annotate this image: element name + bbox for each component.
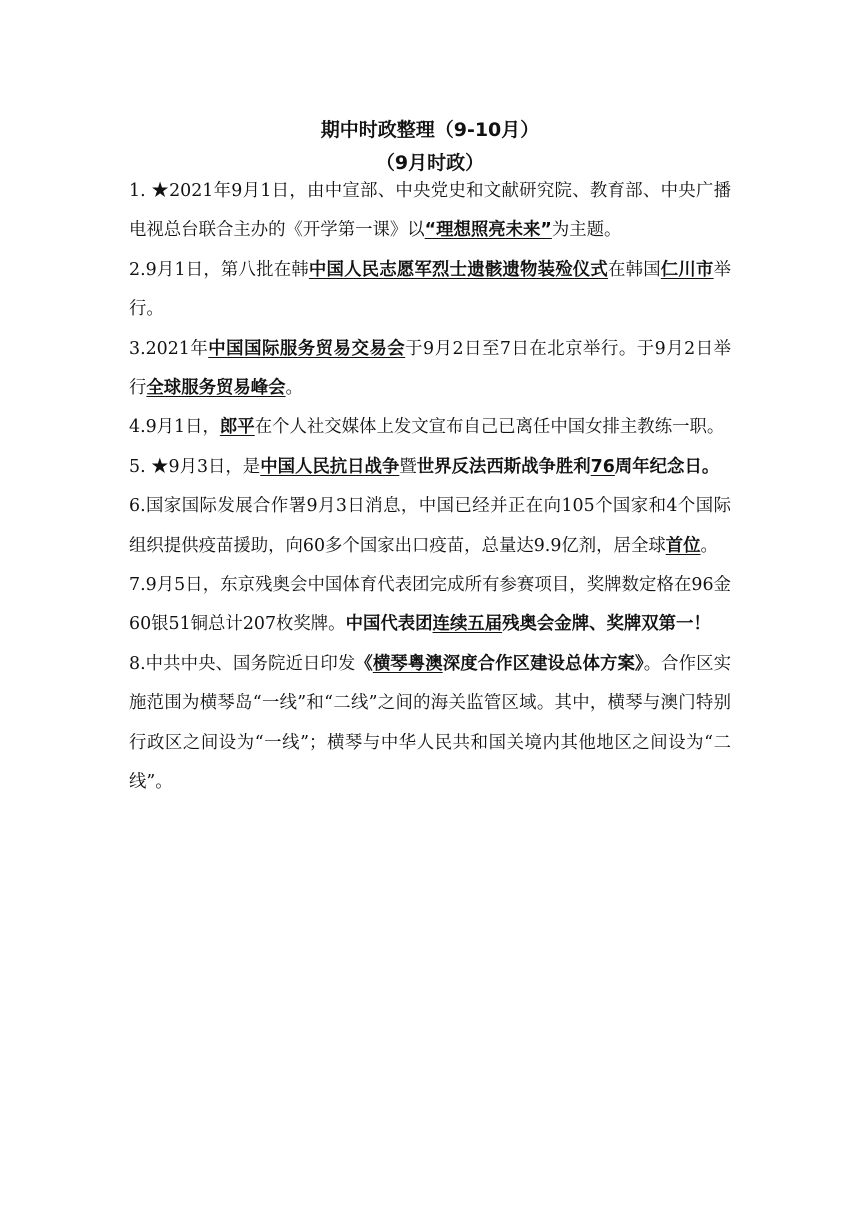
item-text: 3.2021年	[129, 338, 209, 359]
news-item-1	[129, 172, 731, 251]
item-keyword: 横琴粤澳	[372, 653, 443, 674]
item-text: 8.中共中央、国务院近日印发	[129, 653, 356, 674]
news-item-2	[129, 251, 731, 330]
item-text: 1. ★2021年9月1日，由中宣部、中央党史和文献研究院、教育部、中央广播电视总台联合主办的《开学第一课》以	[129, 181, 731, 241]
item-keyword: 周年纪念日。	[614, 456, 720, 477]
item-keyword: “理想照亮未来”	[424, 220, 552, 241]
item-text: 在韩国	[608, 259, 661, 280]
item-text: 5. ★9月3日，是	[129, 456, 261, 477]
item-keyword: 仁川市	[660, 259, 714, 280]
item-keyword: 中国人民抗日战争	[260, 456, 400, 477]
item-keyword: 连续五届	[432, 614, 503, 635]
item-text: 6.国家国际发展合作署9月3日消息，中国已经并正在向105个国家和4个国际组织提供疫苗援助，向60多个国家出口疫苗，总量达9.9亿剂，居全球	[129, 496, 731, 556]
item-keyword: 深度合作区建设总体方案》	[442, 653, 644, 674]
news-item-5	[129, 448, 731, 487]
item-text: 暨	[399, 456, 417, 477]
document-title: 期中时政整理（9-10月）	[320, 119, 540, 141]
item-keyword: 首位	[665, 535, 701, 556]
news-list	[129, 172, 731, 803]
item-text: 。	[700, 535, 718, 556]
item-keyword: 《	[355, 653, 373, 674]
news-item-3	[129, 330, 731, 409]
item-text: 7.9月5日，东京残奥会中国体育代表团完成所有参赛项目，奖牌数定格在96金60银51铜总计207枚奖牌。	[129, 575, 731, 635]
item-keyword: 中国国际服务贸易交易会	[208, 338, 406, 359]
item-text: 为主题。	[551, 220, 622, 241]
item-keyword: 世界反法西斯战争胜利	[416, 456, 591, 477]
item-text: 在个人社交媒体上发文宣布自己已离任中国女排主教练一职。	[254, 417, 725, 438]
item-keyword: 中国代表团	[345, 614, 433, 635]
item-text: 2.9月1日，第八批在韩	[129, 259, 309, 280]
news-item-7	[129, 566, 731, 645]
item-keyword: 郎平	[219, 417, 255, 438]
document-subtitle: （9月时政）	[375, 152, 485, 174]
news-item-4	[129, 408, 731, 447]
item-text: 。	[285, 378, 303, 399]
item-keyword: 76	[590, 456, 615, 477]
item-keyword: 中国人民志愿军烈士遗骸遗物装殓仪式	[308, 259, 608, 280]
news-item-6	[129, 487, 731, 566]
item-keyword: 全球服务贸易峰会	[146, 378, 286, 399]
news-item-8	[129, 645, 731, 803]
item-text: 举行。	[129, 259, 731, 320]
item-text: 4.9月1日，	[129, 417, 220, 438]
item-text: 于9月2日至7日在北京举行。于9月2日举行	[129, 338, 731, 399]
item-keyword: 残奥会金牌、奖牌双第一！	[502, 614, 711, 635]
item-text: 。合作区实施范围为横琴岛“一线”和“二线”之间的海关监管区域。其中，横琴与澳门特别行政区之间设为“一线”；横琴与中华人民共和国关境内其他地区之间设为“二线”。	[129, 653, 731, 793]
